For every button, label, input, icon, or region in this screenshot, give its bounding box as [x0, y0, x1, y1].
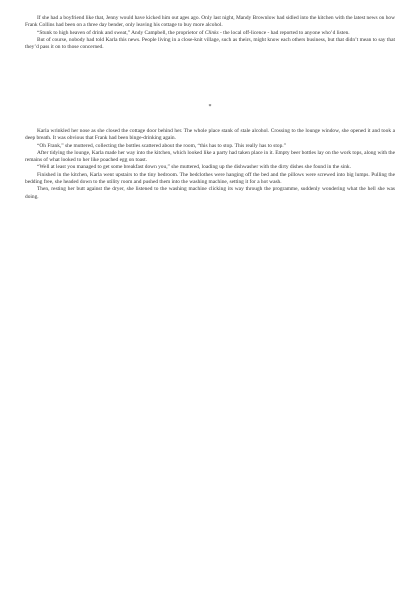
- text-after-break: [25, 128, 395, 201]
- paragraph-text: After tidying the lounge, Karla made her way into the kitchen, which looked like a party had taken place in it. Empty beer bottles lay on the work tops, along with the remains of what looked to her like poached egg on toast.: [25, 149, 395, 164]
- paragraph: [25, 143, 395, 150]
- paragraph-text: Finished in the kitchen, Karla went upstairs to the tiny bedroom. The bedclothes were hanging off the bed and the pillows were screwed into big lumps. Pulling the bedding free, she headed down to the utility room and pushed them into the washing machine, setting it for a hot wash.: [25, 171, 395, 186]
- paragraph-text: Then, resting her butt against the dryer, she listened to the washing machine clicking its way through the programme, suddenly wondering what the hell she was doing.: [25, 186, 395, 200]
- paragraph: [25, 164, 395, 171]
- paragraph: [25, 37, 395, 52]
- paragraph: [25, 172, 395, 187]
- paragraph-text: If she had a boyfriend like that, Jenny would have kicked him out ages ago. Only last night, Mandy Brownlow had sidled into the kitchen with the latest news on how Frank Collins had been on a three day bender, only leaving his cottage to buy more alcohol.: [25, 15, 395, 29]
- shop-name: Clinks: [204, 29, 219, 36]
- paragraph-text: “Stunk to high heaven of drink and sweat,” Andy Campbell, the proprietor of: [37, 29, 205, 36]
- paragraph: [25, 30, 395, 37]
- text-before-break: [25, 15, 395, 51]
- paragraph-text: Karla wrinkled her nose as she closed the cottage door behind her. The whole place stank of stale alcohol. Crossing to the lounge window, she opened it and took a deep breath. It was obvious that Frank had been binge-drinking again.: [25, 128, 395, 142]
- paragraph: [25, 15, 395, 30]
- paragraph-text: But of course, nobody had told Karla this news. People living in a close-knit village, such as theirs, might know each others business, but that didn’t mean to say that they’d pass it on to those concerned.: [25, 36, 395, 51]
- paragraph: [25, 186, 395, 201]
- scene-break-asterisk: *: [208, 104, 212, 110]
- paragraph-text: “Well at least you managed to get some breakfast down you,” she muttered, loading up the dishwasher with the dirty dishes she found in the sink.: [37, 164, 351, 171]
- paragraph-text: - the local off-licence - had reported to anyone who’d listen.: [218, 29, 350, 36]
- paragraph: [25, 150, 395, 165]
- paragraph-text: “Oh Frank,” she muttered, collecting the bottles scattered about the room, “this has to stop. This really has to stop.”: [37, 142, 287, 149]
- paragraph: [25, 128, 395, 143]
